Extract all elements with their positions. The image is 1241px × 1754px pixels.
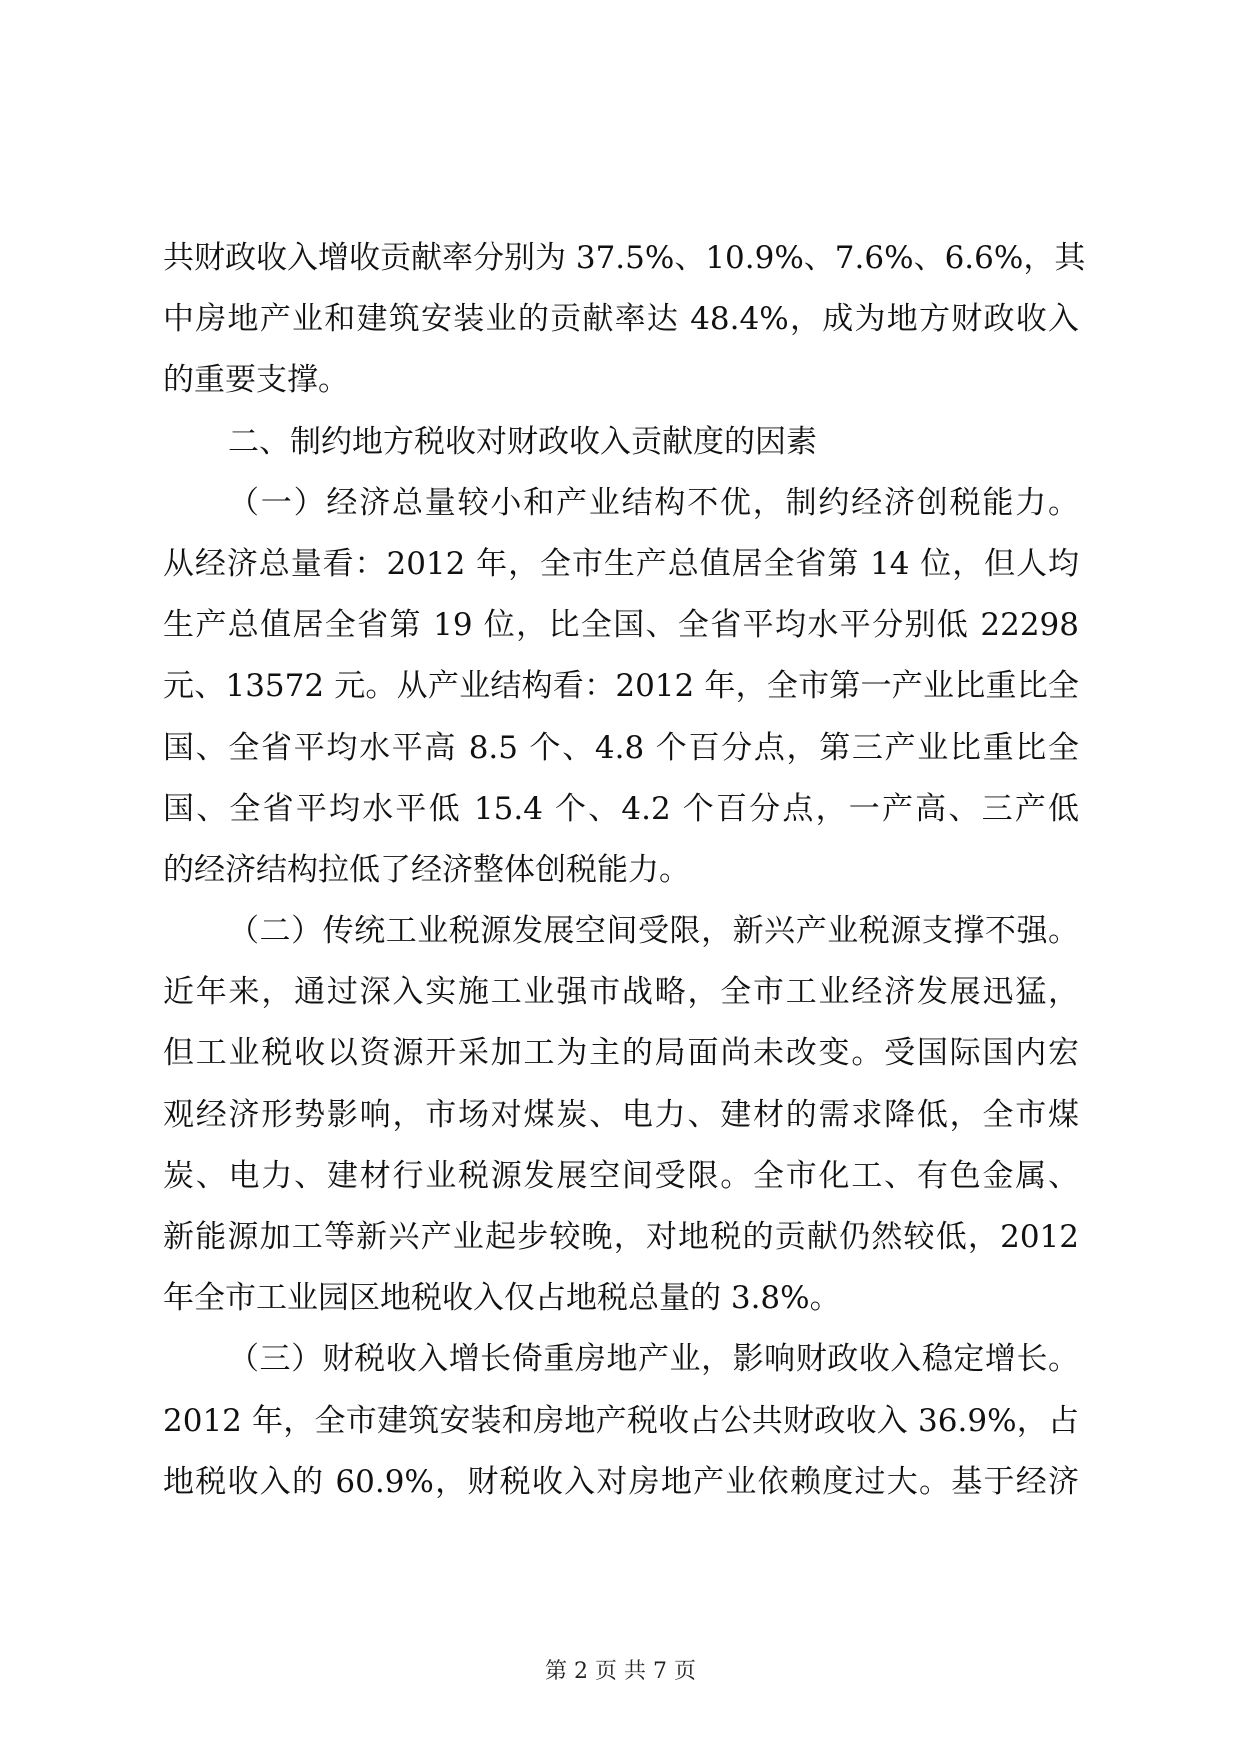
paragraph-line: 的重要支撑。 [163,362,349,399]
subsection-heading: （三）财税收入增长倚重房地产业，影响财政收入稳定增长。 [228,1341,1079,1378]
paragraph-line: 中房地产业和建筑安装业的贡献率达 48.4%，成为地方财政收入 [163,301,1079,338]
paragraph-line: 国、全省平均水平低 15.4 个、4.2 个百分点，一产高、三产低 [163,790,1079,827]
paragraph-line: 国、全省平均水平高 8.5 个、4.8 个百分点，第三产业比重比全 [163,729,1079,766]
paragraph-line: 生产总值居全省第 19 位，比全国、全省平均水平分别低 22298 [163,607,1079,644]
page-number-footer: 第 2 页 共 7 页 [545,1659,696,1684]
paragraph-line: 从经济总量看：2012 年，全市生产总值居全省第 14 位，但人均 [163,545,1079,582]
paragraph-line: 的经济结构拉低了经济整体创税能力。 [163,851,690,888]
paragraph-line: 新能源加工等新兴产业起步较晚，对地税的贡献仍然较低，2012 [163,1219,1079,1255]
subsection-heading: （一）经济总量较小和产业结构不优，制约经济创税能力。 [228,484,1079,521]
subsection-heading: （二）传统工业税源发展空间受限，新兴产业税源支撑不强。 [228,913,1079,950]
paragraph-line: 地税收入的 60.9%，财税收入对房地产业依赖度过大。基于经济 [163,1463,1079,1500]
paragraph-line: 观经济形势影响，市场对煤炭、电力、建材的需求降低，全市煤 [163,1096,1079,1133]
paragraph-line: 共财政收入增收贡献率分别为 37.5%、10.9%、7.6%、6.6%，其 [163,240,1086,276]
paragraph-line: 元、13572 元。从产业结构看：2012 年，全市第一产业比重比全 [163,668,1079,705]
paragraph-line: 2012 年，全市建筑安装和房地产税收占公共财政收入 36.9%，占 [163,1402,1079,1439]
section-heading: 二、制约地方税收对财政收入贡献度的因素 [228,423,817,460]
document-body [163,228,1086,1513]
paragraph-line: 年全市工业园区地税收入仅占地税总量的 3.8%。 [163,1280,841,1317]
paragraph-line: 近年来，通过深入实施工业强市战略，全市工业经济发展迅猛， [163,974,1079,1011]
paragraph-line: 但工业税收以资源开采加工为主的局面尚未改变。受国际国内宏 [163,1035,1079,1072]
paragraph-line: 炭、电力、建材行业税源发展空间受限。全市化工、有色金属、 [163,1157,1079,1194]
